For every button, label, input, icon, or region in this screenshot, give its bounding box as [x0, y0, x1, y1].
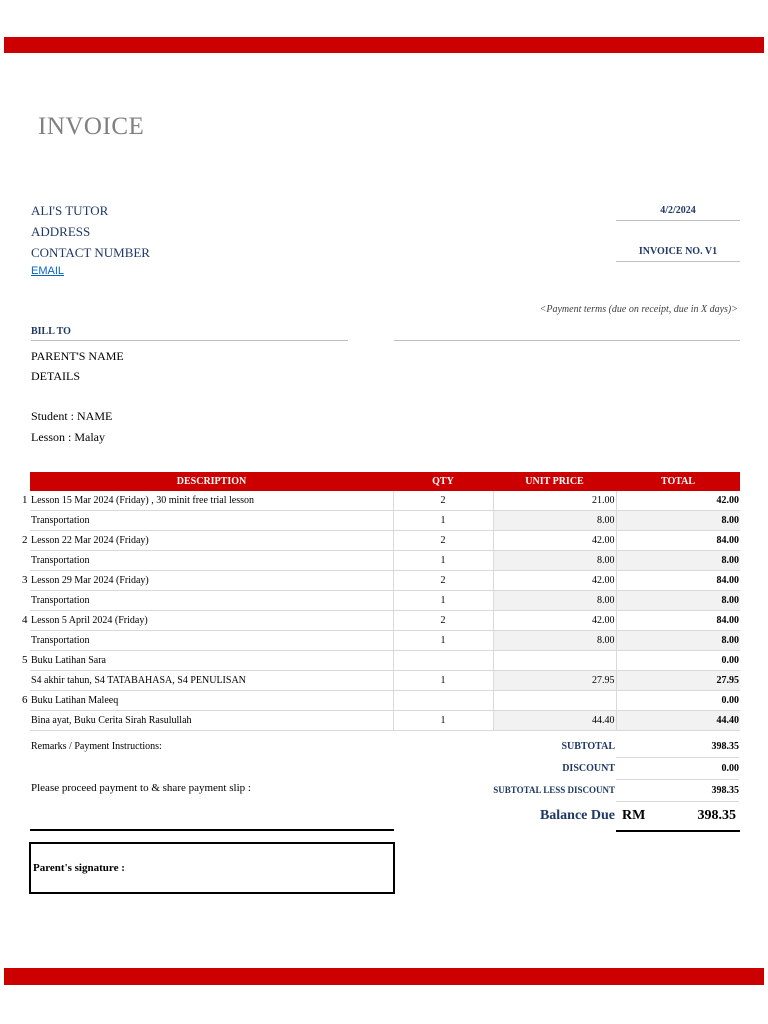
bill-to-name: PARENT'S NAME	[31, 349, 124, 363]
row-description-text: Transportation	[31, 635, 90, 646]
row-unit-price: 8.00	[493, 551, 616, 571]
table-row	[30, 631, 740, 651]
bottom-accent-band	[4, 968, 764, 985]
table-row	[30, 491, 740, 511]
table-row	[30, 611, 740, 631]
row-description	[22, 691, 393, 711]
top-accent-band	[4, 37, 764, 53]
invoice-title: INVOICE	[38, 113, 145, 140]
table-row	[30, 571, 740, 591]
row-qty: 1	[393, 511, 493, 531]
bill-to-details: DETAILS	[31, 369, 81, 383]
table-header-row	[30, 472, 740, 491]
divider	[394, 340, 740, 341]
row-qty	[393, 651, 493, 671]
row-unit-price: 42.00	[493, 571, 616, 591]
row-description-text: Buku Latihan Maleeq	[31, 695, 119, 706]
sender-address: ADDRESS	[31, 224, 91, 239]
row-number: 2	[22, 534, 28, 546]
row-unit-price: 27.95	[493, 671, 616, 691]
row-description-text: Bina ayat, Buku Cerita Sirah Rasulullah	[31, 715, 192, 726]
balance-due-label: Balance Due	[539, 808, 615, 823]
sender-contact: CONTACT NUMBER	[31, 245, 150, 260]
row-unit-price: 44.40	[493, 711, 616, 731]
signature-label: Parent's signature :	[33, 862, 125, 874]
subtotal-label: SUBTOTAL	[561, 741, 615, 752]
row-description	[30, 631, 393, 651]
row-qty: 1	[393, 591, 493, 611]
row-total: 0.00	[616, 651, 740, 671]
subtotal-value: 398.35	[616, 741, 739, 758]
row-total: 84.00	[616, 571, 740, 591]
row-qty: 2	[393, 531, 493, 551]
subtotal-less-discount-label: SUBTOTAL LESS DISCOUNT	[493, 785, 615, 795]
row-unit-price: 21.00	[493, 491, 616, 511]
remarks-label: Remarks / Payment Instructions:	[31, 741, 162, 752]
invoice-number: INVOICE NO. V1	[616, 246, 740, 262]
currency-label: RM	[622, 808, 646, 823]
row-description	[30, 671, 393, 691]
row-description	[30, 711, 393, 731]
row-total: 27.95	[616, 671, 740, 691]
row-unit-price	[493, 651, 616, 671]
discount-value: 0.00	[616, 763, 739, 780]
subtotal-less-discount-value: 398.35	[616, 785, 739, 802]
row-description-text: Transportation	[31, 595, 90, 606]
row-qty: 2	[393, 611, 493, 631]
row-total: 8.00	[616, 591, 740, 611]
row-number: 5	[22, 654, 28, 666]
row-total: 42.00	[616, 491, 740, 511]
payment-terms: <Payment terms (due on receipt, due in X days)>	[539, 304, 738, 315]
row-total: 8.00	[616, 551, 740, 571]
signature-box	[29, 842, 395, 894]
table-row	[30, 651, 740, 671]
balance-due-value: 398.35	[697, 808, 736, 823]
header-total: TOTAL	[616, 472, 740, 491]
row-total: 0.00	[616, 691, 740, 711]
header-qty: QTY	[393, 472, 493, 491]
row-unit-price: 8.00	[493, 631, 616, 651]
row-description	[22, 651, 393, 671]
row-description-text: Lesson 22 Mar 2024 (Friday)	[31, 535, 149, 546]
table-row	[30, 691, 740, 711]
row-qty: 1	[393, 631, 493, 651]
line-items-table	[22, 472, 740, 731]
row-qty	[393, 691, 493, 711]
row-qty: 1	[393, 551, 493, 571]
row-description-text: Lesson 29 Mar 2024 (Friday)	[31, 575, 149, 586]
table-row	[30, 531, 740, 551]
table-row	[30, 551, 740, 571]
row-description	[22, 611, 393, 631]
row-number: 3	[22, 574, 28, 586]
row-total: 44.40	[616, 711, 740, 731]
row-total: 84.00	[616, 531, 740, 551]
row-qty: 1	[393, 711, 493, 731]
payment-divider	[30, 829, 394, 831]
header-description: DESCRIPTION	[30, 472, 393, 491]
row-number: 1	[22, 494, 28, 506]
row-description	[22, 571, 393, 591]
table-row	[30, 711, 740, 731]
row-description	[30, 591, 393, 611]
row-qty: 2	[393, 571, 493, 591]
student-name: Student : NAME	[31, 409, 113, 423]
bill-to-heading: BILL TO	[31, 326, 348, 341]
row-qty: 2	[393, 491, 493, 511]
row-total: 8.00	[616, 511, 740, 531]
sender-email-link[interactable]: EMAIL	[31, 265, 65, 277]
table-row	[30, 591, 740, 611]
row-description-text: Buku Latihan Sara	[31, 655, 106, 666]
balance-underline	[616, 830, 740, 832]
table-row	[30, 511, 740, 531]
row-description	[22, 531, 393, 551]
row-description-text: Lesson 5 April 2024 (Friday)	[31, 615, 148, 626]
row-number: 6	[22, 694, 28, 706]
invoice-date: 4/2/2024	[616, 205, 740, 221]
payment-instruction: Please proceed payment to & share payment slip :	[31, 782, 251, 794]
row-total: 8.00	[616, 631, 740, 651]
row-unit-price: 42.00	[493, 531, 616, 551]
row-unit-price: 42.00	[493, 611, 616, 631]
lesson-subject: Lesson : Malay	[31, 430, 105, 444]
sender-name: ALI'S TUTOR	[31, 203, 109, 218]
row-description-text: Transportation	[31, 555, 90, 566]
row-description-text: Transportation	[31, 515, 90, 526]
row-unit-price	[493, 691, 616, 711]
row-description	[30, 551, 393, 571]
row-unit-price: 8.00	[493, 591, 616, 611]
row-description-text: S4 akhir tahun, S4 TATABAHASA, S4 PENULISAN	[31, 675, 246, 686]
row-description-text: Lesson 15 Mar 2024 (Friday) , 30 minit free trial lesson	[31, 495, 255, 506]
row-unit-price: 8.00	[493, 511, 616, 531]
table-row	[30, 671, 740, 691]
header-unit-price: UNIT PRICE	[493, 472, 616, 491]
row-description	[22, 491, 393, 511]
discount-label: DISCOUNT	[562, 763, 615, 774]
row-number: 4	[22, 614, 28, 626]
row-qty: 1	[393, 671, 493, 691]
row-total: 84.00	[616, 611, 740, 631]
row-description	[30, 511, 393, 531]
